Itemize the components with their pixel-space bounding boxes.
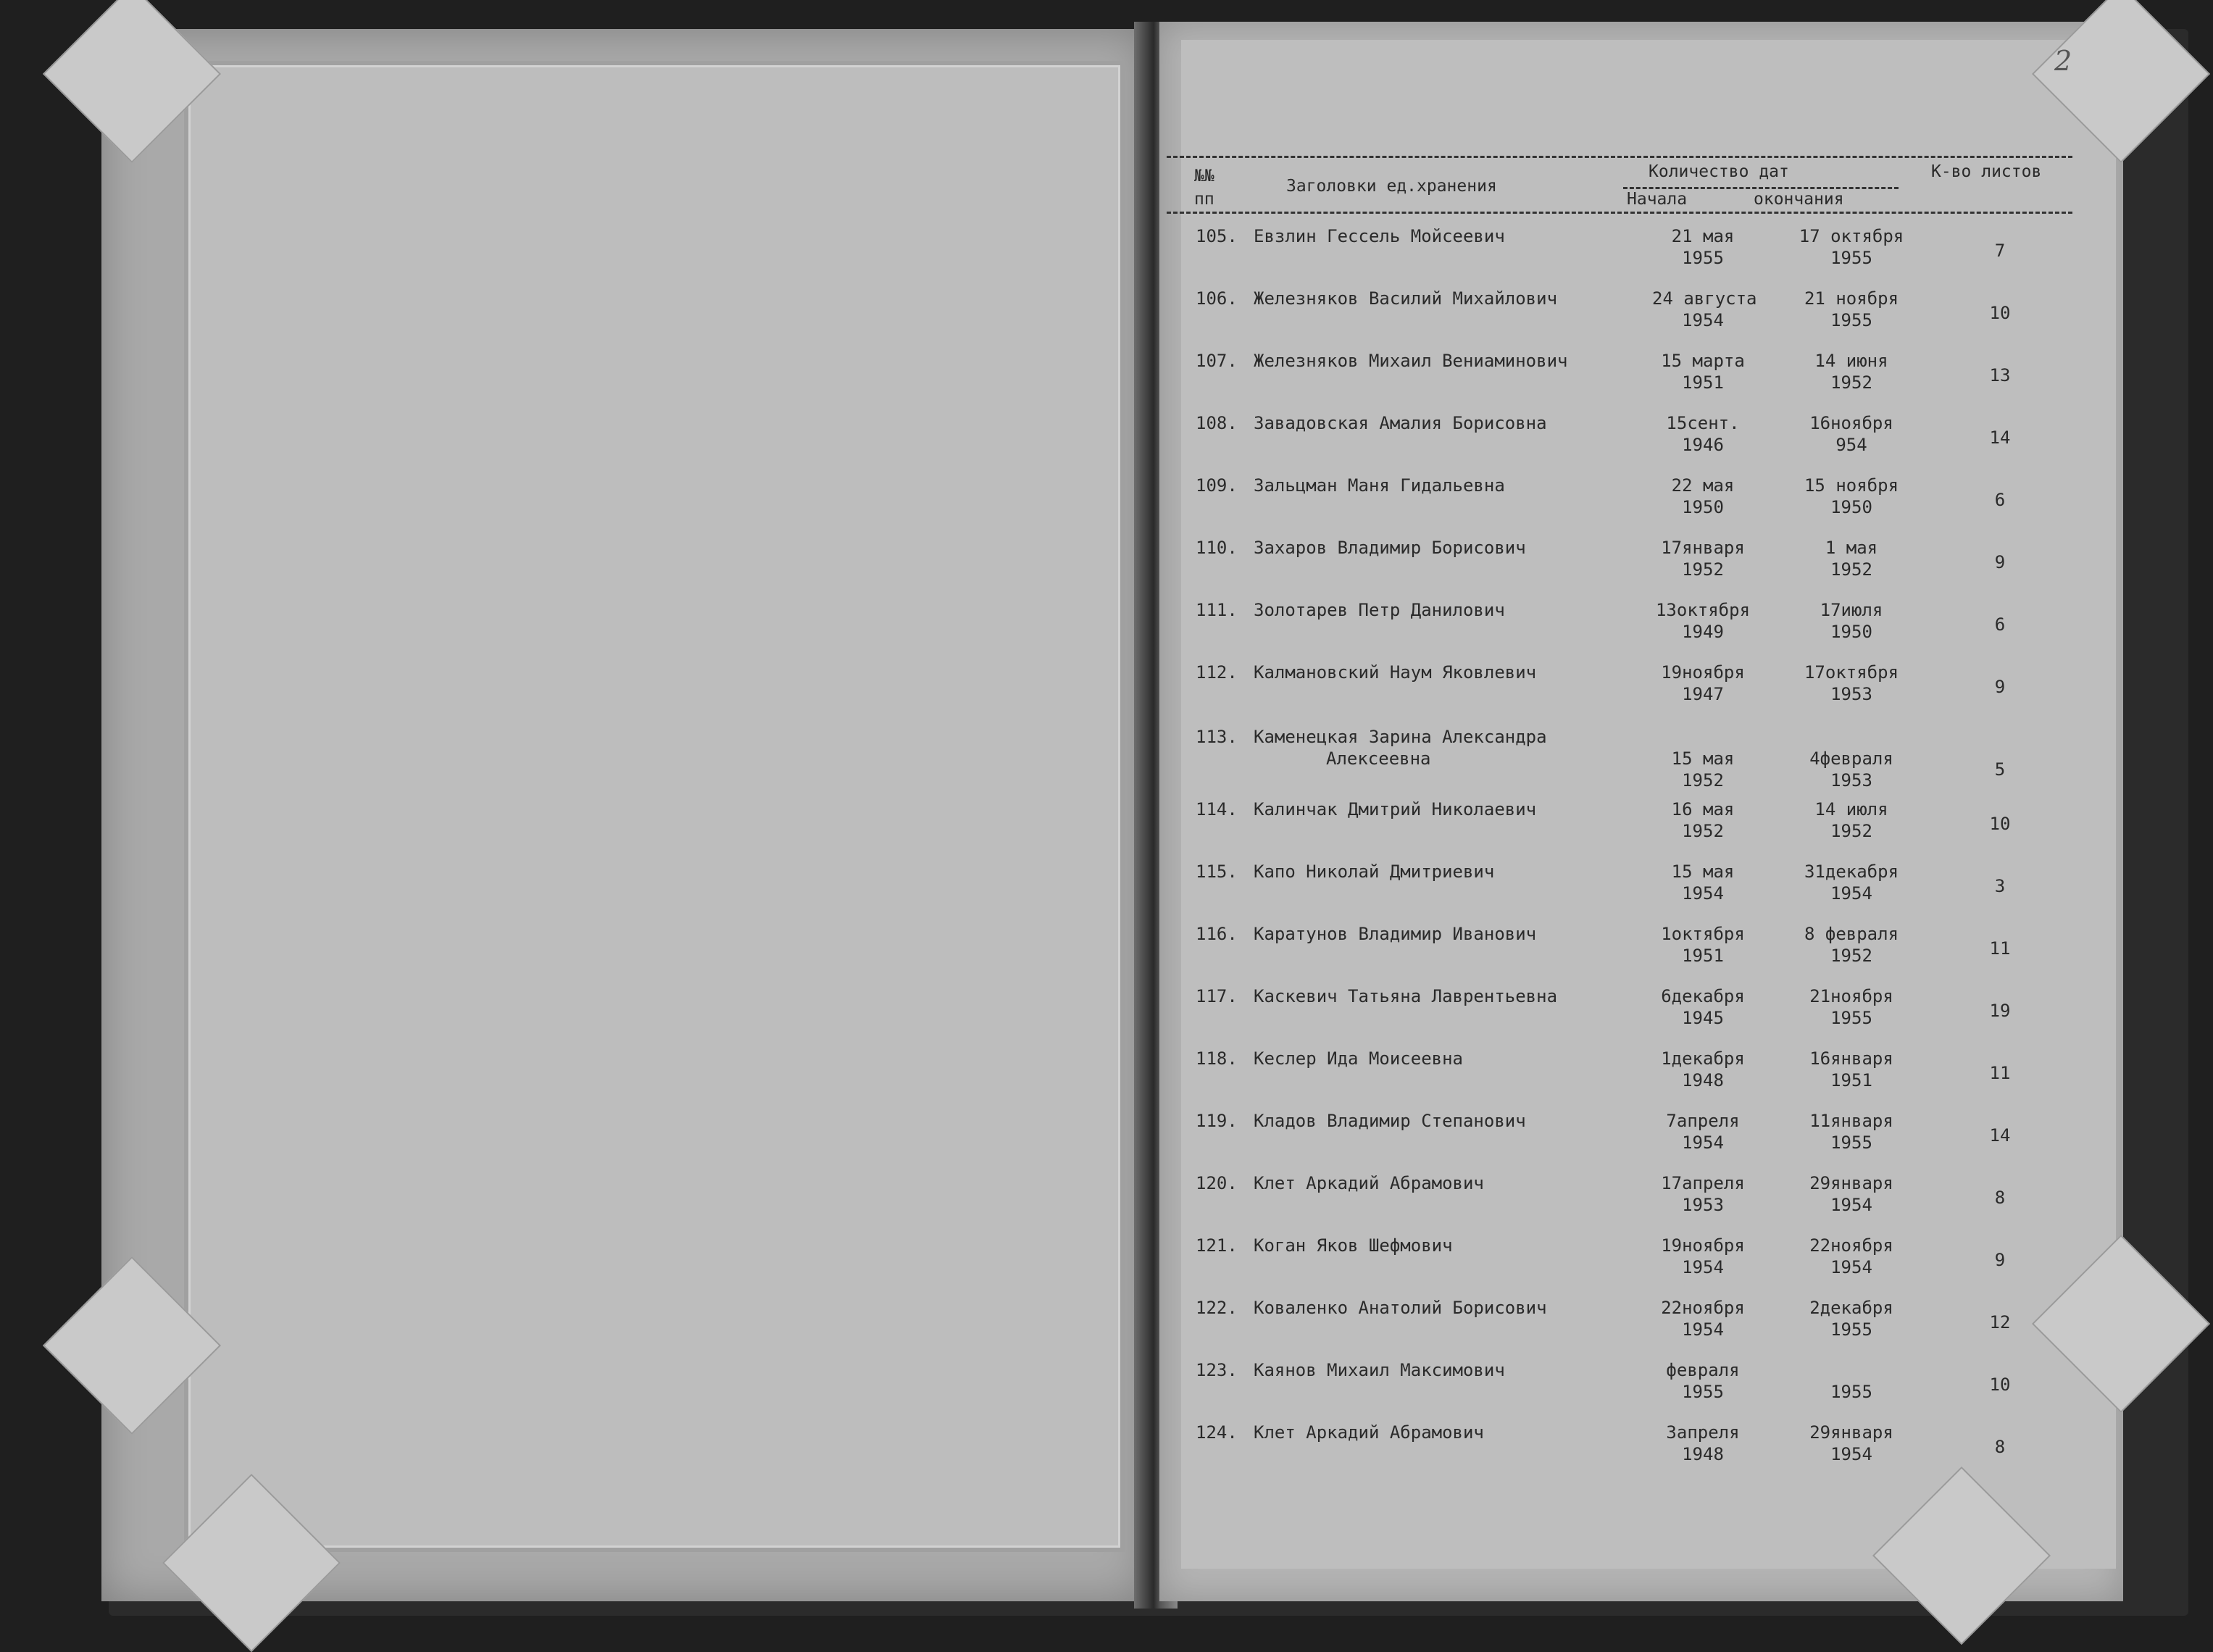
row-sheet-count: 9 bbox=[1994, 1250, 2006, 1270]
row-end-date: 22ноября bbox=[1809, 1235, 1893, 1256]
row-start-year: 1952 bbox=[1682, 559, 1724, 580]
row-title: Коваленко Анатолий Борисович bbox=[1254, 1298, 1547, 1318]
row-end-year: 1955 bbox=[1830, 1132, 1872, 1153]
row-sheet-count: 6 bbox=[1994, 490, 2006, 510]
row-sheet-count: 19 bbox=[1989, 1001, 2011, 1021]
row-end-year: 1951 bbox=[1830, 1070, 1872, 1090]
row-start-date: 21 мая bbox=[1671, 226, 1735, 246]
row-number: 109. bbox=[1196, 475, 1238, 496]
row-number: 123. bbox=[1196, 1360, 1238, 1380]
row-start-date: 3апреля bbox=[1666, 1422, 1740, 1443]
row-end-date: 17октября bbox=[1804, 662, 1899, 683]
row-start-date: 13октября bbox=[1655, 600, 1751, 620]
row-end-year: 1952 bbox=[1830, 946, 1872, 966]
row-title: Захаров Владимир Борисович bbox=[1254, 538, 1526, 558]
row-title: Кладов Владимир Степанович bbox=[1254, 1111, 1526, 1131]
row-number: 111. bbox=[1196, 600, 1238, 620]
row-number: 117. bbox=[1196, 986, 1238, 1006]
row-start-year: 1955 bbox=[1682, 1382, 1724, 1402]
row-sheet-count: 3 bbox=[1994, 876, 2006, 896]
row-sheet-count: 10 bbox=[1989, 814, 2011, 834]
row-number: 124. bbox=[1196, 1422, 1238, 1443]
row-start-date: 7апреля bbox=[1666, 1111, 1740, 1131]
row-end-date: 14 июня bbox=[1814, 351, 1888, 371]
row-title: Золотарев Петр Данилович bbox=[1254, 600, 1505, 620]
row-sheet-count: 11 bbox=[1989, 1063, 2011, 1083]
row-end-year: 1955 bbox=[1830, 1008, 1872, 1028]
row-title: Калинчак Дмитрий Николаевич bbox=[1254, 799, 1537, 819]
row-title: Евзлин Гессель Мойсеевич bbox=[1254, 226, 1505, 246]
table-row bbox=[1188, 986, 2101, 1037]
row-start-date: 17января bbox=[1661, 538, 1745, 558]
row-end-date: 21ноября bbox=[1809, 986, 1893, 1006]
table-row bbox=[1188, 862, 2101, 912]
header-top-rule bbox=[1167, 156, 2072, 158]
row-start-year: 1948 bbox=[1682, 1444, 1724, 1464]
header-title: Заголовки ед.хранения bbox=[1286, 177, 1497, 196]
row-sheet-count: 7 bbox=[1994, 241, 2006, 261]
row-sheet-count: 6 bbox=[1994, 614, 2006, 635]
table-row bbox=[1188, 662, 2101, 713]
row-start-date: 19ноября bbox=[1661, 662, 1745, 683]
row-title: Клет Аркадий Абрамович bbox=[1254, 1422, 1484, 1443]
row-end-year: 1953 bbox=[1830, 684, 1872, 704]
row-end-date: 16января bbox=[1809, 1048, 1893, 1069]
row-sheet-count: 14 bbox=[1989, 1125, 2011, 1146]
table-row bbox=[1188, 1048, 2101, 1099]
row-start-date: 1октября bbox=[1661, 924, 1745, 944]
row-number: 122. bbox=[1196, 1298, 1238, 1318]
row-end-year: 1950 bbox=[1830, 497, 1872, 517]
row-number: 112. bbox=[1196, 662, 1238, 683]
row-start-year: 1946 bbox=[1682, 435, 1724, 455]
header-end: окончания bbox=[1754, 190, 1844, 209]
table-row bbox=[1188, 1360, 2101, 1411]
row-start-date: 15 мая bbox=[1671, 748, 1735, 769]
row-end-year: 1954 bbox=[1830, 1195, 1872, 1215]
row-title: Каскевич Татьяна Лаврентьевна bbox=[1254, 986, 1558, 1006]
row-start-year: 1951 bbox=[1682, 946, 1724, 966]
row-start-year: 1945 bbox=[1682, 1008, 1724, 1028]
header-num-line2: пп bbox=[1194, 190, 1214, 209]
header-sheets: К-во листов bbox=[1931, 162, 2042, 181]
row-title: Коган Яков Шефмович bbox=[1254, 1235, 1453, 1256]
row-start-date: 22ноября bbox=[1661, 1298, 1745, 1318]
header-dates-rule bbox=[1623, 187, 1899, 189]
table-row bbox=[1188, 1298, 2101, 1348]
table-row bbox=[1188, 1173, 2101, 1224]
row-sheet-count: 10 bbox=[1989, 303, 2011, 323]
row-end-year: 1953 bbox=[1830, 770, 1872, 790]
row-start-date: 1декабря bbox=[1661, 1048, 1745, 1069]
row-title: Железняков Василий Михайлович bbox=[1254, 288, 1558, 309]
table-row bbox=[1188, 413, 2101, 464]
table-row bbox=[1188, 727, 2101, 790]
row-sheet-count: 12 bbox=[1989, 1312, 2011, 1332]
table-row bbox=[1188, 226, 2101, 277]
row-start-year: 1948 bbox=[1682, 1070, 1724, 1090]
row-end-year: 1952 bbox=[1830, 559, 1872, 580]
row-sheet-count: 10 bbox=[1989, 1374, 2011, 1395]
row-start-date: 24 августа bbox=[1652, 288, 1757, 309]
row-end-year: 1955 bbox=[1830, 1382, 1872, 1402]
row-start-date: 17апреля bbox=[1661, 1173, 1745, 1193]
table-row bbox=[1188, 1111, 2101, 1161]
row-start-date: 19ноября bbox=[1661, 1235, 1745, 1256]
row-end-date: 29января bbox=[1809, 1173, 1893, 1193]
row-end-year: 954 bbox=[1835, 435, 1867, 455]
table-row bbox=[1188, 799, 2101, 850]
table-row bbox=[1188, 538, 2101, 588]
row-sheet-count: 14 bbox=[1989, 427, 2011, 448]
row-end-year: 1952 bbox=[1830, 821, 1872, 841]
row-start-year: 1949 bbox=[1682, 622, 1724, 642]
row-number: 116. bbox=[1196, 924, 1238, 944]
header-num-line1: №№ bbox=[1194, 167, 1214, 185]
row-sheet-count: 11 bbox=[1989, 938, 2011, 959]
row-start-date: 15 марта bbox=[1661, 351, 1745, 371]
row-start-year: 1954 bbox=[1682, 883, 1724, 904]
row-end-year: 1954 bbox=[1830, 1444, 1872, 1464]
row-title: Клет Аркадий Абрамович bbox=[1254, 1173, 1484, 1193]
row-title: Каменецкая Зарина Александра bbox=[1254, 727, 1547, 747]
row-start-year: 1951 bbox=[1682, 372, 1724, 393]
row-end-date: 17 октября bbox=[1799, 226, 1904, 246]
row-start-date: 15сент. bbox=[1666, 413, 1740, 433]
row-number: 115. bbox=[1196, 862, 1238, 882]
row-end-date: 14 июля bbox=[1814, 799, 1888, 819]
row-number: 106. bbox=[1196, 288, 1238, 309]
row-start-date: февраля bbox=[1666, 1360, 1740, 1380]
row-start-year: 1953 bbox=[1682, 1195, 1724, 1215]
row-title: Железняков Михаил Вениаминович bbox=[1254, 351, 1568, 371]
row-title: Зальцман Маня Гидальевна bbox=[1254, 475, 1505, 496]
left-page bbox=[101, 29, 1145, 1601]
row-end-date: 1 мая bbox=[1825, 538, 1878, 558]
row-number: 110. bbox=[1196, 538, 1238, 558]
left-page-sheet bbox=[188, 65, 1120, 1548]
row-number: 114. bbox=[1196, 799, 1238, 819]
row-end-year: 1950 bbox=[1830, 622, 1872, 642]
row-title: Каратунов Владимир Иванович bbox=[1254, 924, 1537, 944]
row-end-year: 1955 bbox=[1830, 248, 1872, 268]
row-start-date: 15 мая bbox=[1671, 862, 1735, 882]
row-number: 120. bbox=[1196, 1173, 1238, 1193]
row-sheet-count: 9 bbox=[1994, 677, 2006, 697]
row-sheet-count: 9 bbox=[1994, 552, 2006, 572]
row-end-date: 21 ноября bbox=[1804, 288, 1899, 309]
row-start-year: 1954 bbox=[1682, 1257, 1724, 1277]
row-end-date: 4февраля bbox=[1809, 748, 1893, 769]
row-number: 119. bbox=[1196, 1111, 1238, 1131]
table-row bbox=[1188, 600, 2101, 651]
row-end-date: 8 февраля bbox=[1804, 924, 1899, 944]
row-title: Калмановский Наум Яковлевич bbox=[1254, 662, 1537, 683]
row-sheet-count: 13 bbox=[1989, 365, 2011, 385]
table-row bbox=[1188, 1422, 2101, 1473]
row-start-year: 1954 bbox=[1682, 1319, 1724, 1340]
row-title: Каянов Михаил Максимович bbox=[1254, 1360, 1505, 1380]
table-row bbox=[1188, 1235, 2101, 1286]
table-row bbox=[1188, 351, 2101, 401]
row-start-year: 1952 bbox=[1682, 770, 1724, 790]
row-sheet-count: 8 bbox=[1994, 1188, 2006, 1208]
row-start-year: 1947 bbox=[1682, 684, 1724, 704]
table-row bbox=[1188, 924, 2101, 975]
row-sheet-count: 8 bbox=[1994, 1437, 2006, 1457]
header-bottom-rule bbox=[1167, 212, 2072, 214]
row-end-year: 1955 bbox=[1830, 310, 1872, 330]
row-start-year: 1952 bbox=[1682, 821, 1724, 841]
row-start-year: 1954 bbox=[1682, 1132, 1724, 1153]
row-start-date: 6декабря bbox=[1661, 986, 1745, 1006]
row-start-year: 1950 bbox=[1682, 497, 1724, 517]
row-number: 107. bbox=[1196, 351, 1238, 371]
row-start-year: 1955 bbox=[1682, 248, 1724, 268]
row-title: Кеслер Ида Моисеевна bbox=[1254, 1048, 1463, 1069]
row-end-year: 1954 bbox=[1830, 1257, 1872, 1277]
row-number: 121. bbox=[1196, 1235, 1238, 1256]
table-row bbox=[1188, 288, 2101, 339]
row-end-year: 1954 bbox=[1830, 883, 1872, 904]
row-end-date: 15 ноября bbox=[1804, 475, 1899, 496]
row-end-date: 16ноября bbox=[1809, 413, 1893, 433]
row-start-year: 1954 bbox=[1682, 310, 1724, 330]
row-sheet-count: 5 bbox=[1994, 759, 2006, 780]
sheet-number: 2 bbox=[2054, 45, 2072, 77]
row-end-date: 31декабря bbox=[1804, 862, 1899, 882]
row-end-year: 1955 bbox=[1830, 1319, 1872, 1340]
row-end-year: 1952 bbox=[1830, 372, 1872, 393]
row-number: 113. bbox=[1196, 727, 1238, 747]
row-title-continued: Алексеевна bbox=[1326, 748, 1431, 769]
row-title: Завадовская Амалия Борисовна bbox=[1254, 413, 1547, 433]
table-row bbox=[1188, 475, 2101, 526]
row-start-date: 22 мая bbox=[1671, 475, 1735, 496]
header-dates: Количество дат bbox=[1649, 162, 1789, 181]
header-start: Начала bbox=[1627, 190, 1688, 209]
row-number: 108. bbox=[1196, 413, 1238, 433]
row-end-date: 2декабря bbox=[1809, 1298, 1893, 1318]
row-end-date: 29января bbox=[1809, 1422, 1893, 1443]
row-number: 118. bbox=[1196, 1048, 1238, 1069]
row-end-date: 11января bbox=[1809, 1111, 1893, 1131]
row-number: 105. bbox=[1196, 226, 1238, 246]
row-title: Капо Николай Дмитриевич bbox=[1254, 862, 1495, 882]
row-start-date: 16 мая bbox=[1671, 799, 1735, 819]
row-end-date: 17июля bbox=[1820, 600, 1883, 620]
